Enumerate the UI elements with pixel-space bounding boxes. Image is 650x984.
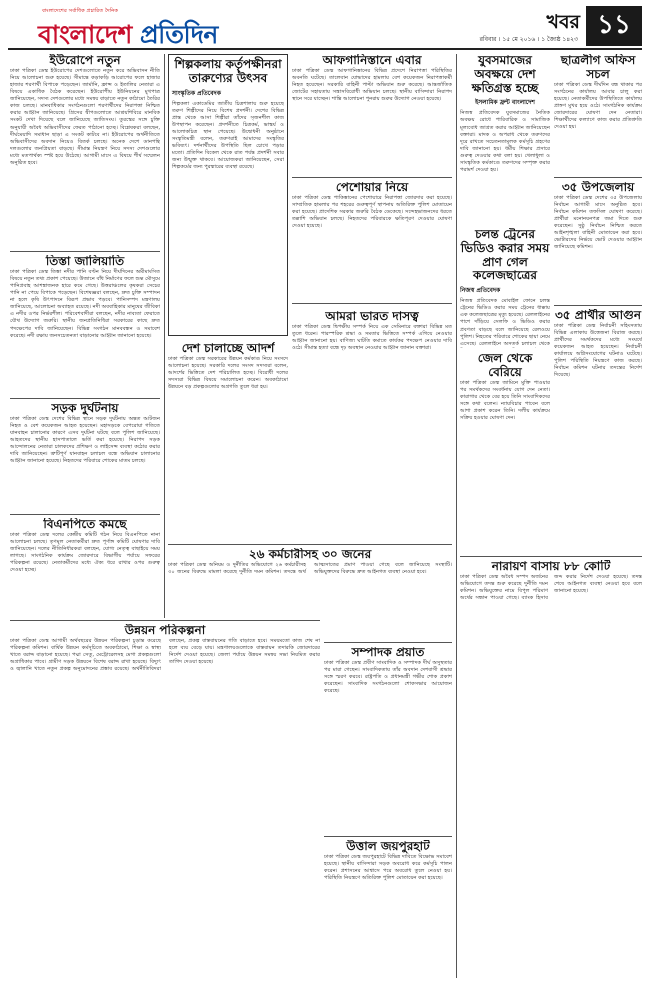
article-road-accident[interactable] xyxy=(10,402,160,512)
article-body: ঢাকা পত্রিকা ডেস্ক আফগানিস্তানের বিভিন্ন প্রদেশে নিরাপত্তা পরিস্থিতির অবনতি ঘটেছে। তালেবান যোদ্ধাদের হামলায় বেশ কয়েকজন নিরাপত্তাকর্মী নিহত হয়েছেন। সরকারি বাহিনী পাল্টা অভিযান শুরু করেছে। আন্তর্জাতিক জোটের সহায়তায় সন্ত্রাসবিরোধী অভিযান চলছে। স্থানীয় বাসিন্দারা নিরাপদ স্থানে সরে যাচ্ছেন। শান্তি আলোচনা পুনরায় শুরুর উদ্যোগ নেওয়া হয়েছে। xyxy=(292,67,452,103)
article-body: ঢাকা পত্রিকা ডেস্ক তিস্তা নদীর পানি বণ্টন নিয়ে দীর্ঘদিনের অমীমাংসিত বিষয়ে নতুন তথ্য প্রকাশ পেয়েছে। উজানে বাঁধ নির্মাণের ফলে শুষ্ক মৌসুমে পানিপ্রবাহ আশঙ্কাজনক হারে কমে গেছে। উত্তরাঞ্চলের কৃষকরা সেচের পানি না পেয়ে বিপাকে পড়েছেন। বিশেষজ্ঞরা বলছেন, দ্রুত চুক্তি সম্পাদন না হলে কৃষি উৎপাদনে বিরূপ প্রভাব পড়বে। পানিসম্পদ মন্ত্রণালয় জানিয়েছে, আলোচনা অব্যাহত রয়েছে। নদী অববাহিকার মানুষের জীবিকা এ নদীর ওপর নির্ভরশীল। পরিবেশবাদীরা বলছেন, নদীর নাব্যতা ফেরাতে যৌথ উদ্যোগ জরুরি। স্থানীয় জনপ্রতিনিধিরা সরকারের কাছে দ্রুত পদক্ষেপের দাবি জানিয়েছেন। বিভিন্ন সংগঠন মানববন্ধন ও সমাবেশ করেছে। নদী রক্ষায় জনসচেতনতা বাড়ানোর আহ্বান জানানো হয়েছে। xyxy=(10,268,160,339)
date-line: রবিবার । ১৫ মে ২০১৬ । ১ জ্যৈষ্ঠ ১৪২৩ xyxy=(479,36,578,43)
article-headline: নারায়ণ বাসায় ৮৮ কোটি xyxy=(491,560,611,573)
article-body: নিজস্ব প্রতিবেদক যুবসমাজের নৈতিক অবক্ষয় রোধে পারিবারিক ও সামাজিক মূল্যবোধ জাগ্রত করার আহ্বান জানিয়েছেন বক্তারা। মাদক ও অপরাধ থেকে তরুণদের দূরে রাখতে সচেতনতামূলক কর্মসূচি গ্রহণের দাবি জানানো হয়। ধর্মীয় শিক্ষার প্রসারে গুরুত্ব দেওয়ার কথা বলা হয়। খেলাধুলা ও সাংস্কৃতিক কর্মকাণ্ডে তরুণদের সম্পৃক্ত করার পরামর্শ দেওয়া হয়। xyxy=(460,110,550,174)
article-byline: নিজস্ব প্রতিবেদক xyxy=(460,287,501,295)
article-headline: সম্পাদক প্রয়াত xyxy=(351,646,425,659)
article-shilpakala[interactable] xyxy=(168,54,288,336)
logo-part2: প্রতিদিন xyxy=(131,20,218,49)
article-body: ঢাকা পত্রিকা ডেস্ক নির্বাচনী সহিংসতায় বিভিন্ন এলাকায় উত্তেজনা বিরাজ করছে। প্রার্থীদের সমর্থকদের মধ্যে সংঘর্ষে কয়েকজন আহত হয়েছেন। নির্বাচনী কার্যালয়ে অগ্নিসংযোগের ঘটনাও ঘটেছে। পুলিশ পরিস্থিতি নিয়ন্ত্রণে কাজ করছে। নির্বাচন কমিশন ঘটনার তদন্তের নির্দেশ দিয়েছে। xyxy=(554,322,642,379)
article-headline: পেশোয়ার নিয়ে xyxy=(335,181,409,194)
article-body: ঢাকা পত্রিকা ডেস্ক পাকিস্তানের পেশোয়ারে নিরাপত্তা জোরদার করা হয়েছে। সাম্প্রতিক হামলার পর শহরের গুরুত্বপূর্ণ স্থাপনায় অতিরিক্ত পুলিশ মোতায়েন করা হয়েছে। প্রাদেশিক সরকার জরুরি বৈঠক ডেকেছে। সন্দেহভাজনদের ধরতে তল্লাশি অভিযান চলছে। নিহতদের পরিবারকে ক্ষতিপূরণ দেওয়ার ঘোষণা দেওয়া হয়েছে। xyxy=(292,194,452,230)
article-peshawar[interactable] xyxy=(292,181,452,299)
column-divider xyxy=(164,54,165,618)
article-headline: শিল্পকলায় কর্তৃপক্ষীনরা তারুণ্যের উৎসব xyxy=(174,57,282,85)
article-headline: ৩৫ উপজেলায় xyxy=(561,181,635,194)
logo-part1: বাংলাদেশ xyxy=(38,20,132,49)
divider xyxy=(10,251,160,252)
article-headline: ২৬ কর্মচারীসহ ৩০ জনের xyxy=(248,548,372,561)
article-body: ঢাকা পত্রিকা ডেস্ক জামিনে মুক্তি পাওয়ার পর সমর্থকদের সংবর্ধনায় যোগ দেন নেতা। কারাগার থেকে বের হয়ে তিনি সাংবাদিকদের সঙ্গে কথা বলেন। ন্যায়বিচার পাবেন বলে আশা প্রকাশ করেন তিনি। দলীয় কার্যক্রমে সক্রিয় হওয়ার ঘোষণা দেন। xyxy=(460,379,550,422)
article-body: ঢাকা পত্রিকা ডেস্ক দ্বিপক্ষীয় সম্পর্ক নিয়ে এক সেমিনারে বক্তারা বিভিন্ন মত তুলে ধরেন। পারস্পরিক শ্রদ্ধা ও সমতার ভিত্তিতে সম্পর্ক এগিয়ে নেওয়ার আহ্বান জানানো হয়। বাণিজ্য ঘাটতি কমাতে কার্যকর পদক্ষেপ নেওয়ার দাবি ওঠে। সীমান্ত হত্যা বন্ধে দৃঢ় অবস্থান নেওয়ার আহ্বান জানান বক্তারা। xyxy=(292,323,452,352)
article-body: ঢাকা পত্রিকা ডেস্ক অনিয়ম ও দুর্নীতির অভিযোগে ২৬ কর্মচারীসহ ৩০ জনের বিরুদ্ধে মামলা করেছে দুর্নীতি দমন কমিশন। তদন্তে অর্থ আত্মসাতের প্রমাণ পাওয়া গেছে বলে জানিয়েছে সংস্থাটি। অভিযুক্তদের বিরুদ্ধে দ্রুত আইনগত ব্যবস্থা নেওয়া হবে। xyxy=(168,561,452,575)
article-body: ঢাকা পত্রিকা ডেস্ক দলের কেন্দ্রীয় কমিটি গঠন নিয়ে বিএনপিতে নানা আলোচনা চলছে। তৃণমূল নেতাকর্মীরা দ্রুত পূর্ণাঙ্গ কমিটি ঘোষণার দাবি জানিয়েছেন। দলের নীতিনির্ধারকরা বলছেন, যোগ্য নেতৃত্ব বাছাইয়ে সময় লাগছে। সাংগঠনিক কার্যক্রম জোরদারে বিভাগীয় পর্যায়ে সফরের পরিকল্পনা রয়েছে। নেতাকর্মীদের মধ্যে ঐক্য ধরে রাখার ওপর গুরুত্ব দেওয়া হচ্ছে। xyxy=(10,531,160,574)
divider xyxy=(554,177,642,178)
article-headline: ৩৫ প্রার্থীর আগুন xyxy=(555,309,641,322)
divider xyxy=(10,398,160,399)
article-headline: সড়ক দুর্ঘটনায় xyxy=(51,402,119,415)
divider xyxy=(292,177,452,178)
article-bnp[interactable] xyxy=(10,518,160,618)
divider xyxy=(10,514,160,515)
article-narayan-88-crore[interactable] xyxy=(460,560,642,978)
article-afghanistan[interactable] xyxy=(292,54,452,174)
article-body: ঢাকা পত্রিকা ডেস্ক প্রবীণ সাংবাদিক ও সম্পাদক দীর্ঘ অসুস্থতার পর মারা গেছেন। সাংবাদিকতায় তাঁর অবদান দেশবাসী শ্রদ্ধার সঙ্গে স্মরণ করবে। রাষ্ট্রপতি ও প্রধানমন্ত্রী গভীর শোক প্রকাশ করেছেন। সাংবাদিক সংগঠনগুলো শোকসভার আয়োজন করেছে। xyxy=(324,659,452,695)
article-headline: ইউরোপে নতুন xyxy=(49,54,121,67)
article-jail-release[interactable] xyxy=(460,352,550,552)
article-headline: চলন্ত ট্রেনের ভিডিও করার সময় প্রাণ গেল কলেজছাত্রের xyxy=(460,228,550,283)
column-divider xyxy=(456,54,457,978)
article-editor-deceased[interactable] xyxy=(324,646,452,832)
article-india-dasatya[interactable] xyxy=(292,310,452,540)
article-youth[interactable] xyxy=(460,54,550,224)
section-heading: খবর xyxy=(546,11,580,33)
article-26-employees[interactable] xyxy=(168,548,452,638)
article-europe[interactable] xyxy=(10,54,160,249)
article-headline: যুবসমাজের অবক্ষয়ে দেশ ক্ষতিগ্রস্ত হচ্ছে xyxy=(471,54,539,95)
divider xyxy=(168,544,452,545)
page-number: ১১ xyxy=(586,6,642,46)
article-body: ঢাকা পত্রিকা ডেস্ক জয়পুরহাটে বিভিন্ন দাবিতে বিক্ষোভ সমাবেশ হয়েছে। স্থানীয় বাসিন্দারা সড়ক অবরোধ করে কর্মসূচি পালন করেন। প্রশাসনের আশ্বাসে পরে অবরোধ তুলে নেওয়া হয়। পরিস্থিতি নিয়ন্ত্রণে অতিরিক্ত পুলিশ মোতায়েন করা হয়েছে। xyxy=(324,853,452,882)
article-body: ঢাকা পত্রিকা ডেস্ক অবৈধ সম্পদ অর্জনের অভিযোগে তদন্ত শুরু করেছে দুর্নীতি দমন কমিশন। অভিযুক্তের নামে বিপুল পরিমাণ অর্থের সন্ধান পাওয়া গেছে। ব্যাংক হিসাব জব্দ করার নির্দেশ দেওয়া হয়েছে। তদন্ত শেষে আইনগত ব্যবস্থা নেওয়া হবে বলে জানানো হয়েছে। xyxy=(460,573,642,602)
article-body: ঢাকা পত্রিকা ডেস্ক ইউরোপের দেশগুলোতে নতুন করে অভিবাসন নীতি নিয়ে আলোচনা শুরু হয়েছে। সীমান্তে কড়াকড়ি আরোপের ফলে হাজার হাজার শরণার্থী বিপাকে পড়েছেন। জার্মানি, ফ্রান্স ও ইতালির নেতারা এ বিষয়ে একাধিক বৈঠক করেছেন। ইউরোপীয় ইউনিয়নের মুখপাত্র জানিয়েছেন, সদস্য দেশগুলোর মধ্যে সমন্বয় বাড়াতে নতুন কাঠামো তৈরির কাজ চলছে। মানবাধিকার সংগঠনগুলো শরণার্থীদের নিরাপত্তা নিশ্চিত করার আহ্বান জানিয়েছে। গ্রিসের দ্বীপগুলোতে আশ্রয়শিবিরে মানবিক সংকট দেখা দিয়েছে বলে জানিয়েছে জাতিসংঘ। তুরস্কের সঙ্গে চুক্তি অনুযায়ী অবৈধ অভিবাসীদের ফেরত পাঠানো হচ্ছে। বিশ্লেষকরা বলছেন, দীর্ঘমেয়াদি সমাধান ছাড়া এ সংকট কাটবে না। ইউরোপের অর্থনীতিতে অভিবাসীদের অবদান নিয়েও বিতর্ক চলছে। অনেক দেশে ডানপন্থি দলগুলোর জনপ্রিয়তা বাড়ছে। সীমান্ত নিয়ন্ত্রণ নিয়ে সদস্য দেশগুলোর মধ্যে মতপার্থক্য স্পষ্ট হয়ে উঠেছে। আগামী মাসে এ বিষয়ে শীর্ষ সম্মেলন অনুষ্ঠিত হবে। xyxy=(10,67,160,167)
masthead xyxy=(8,6,642,50)
article-headline: ছাত্রলীগ অফিস সচল xyxy=(560,54,636,81)
logo-wordmark xyxy=(38,15,218,58)
article-development-plan[interactable] xyxy=(10,624,320,978)
article-desh-chalache[interactable] xyxy=(168,342,288,562)
article-body: ঢাকা পত্রিকা ডেস্ক দেশের ৩৫ উপজেলায় নির্বাচন আগামী মাসে অনুষ্ঠিত হবে। নির্বাচন কমিশন তফসিল ঘোষণা করেছে। প্রার্থীরা মনোনয়নপত্র জমা দিতে শুরু করেছেন। সুষ্ঠু নির্বাচন নিশ্চিত করতে আইনশৃঙ্খলা বাহিনী মোতায়েন করা হবে। ভোটারদের নির্ভয়ে ভোট দেওয়ার আহ্বান জানিয়েছে কমিশন। xyxy=(554,194,642,251)
divider xyxy=(292,303,452,304)
article-35-upazila[interactable] xyxy=(554,181,642,301)
article-body: ঢাকা পত্রিকা ডেস্ক আগামী অর্থবছরের উন্নয়ন পরিকল্পনা চূড়ান্ত করেছে পরিকল্পনা কমিশন। বার্ষিক উন্নয়ন কর্মসূচিতে অবকাঠামো, শিক্ষা ও স্বাস্থ্য খাতে বরাদ্দ বাড়ানো হয়েছে। পদ্মা সেতু, মেট্রোরেলসহ মেগা প্রকল্পগুলো অগ্রাধিকার পাবে। গ্রামীণ সড়ক উন্নয়নে বিশেষ বরাদ্দ রাখা হয়েছে। বিদ্যুৎ ও জ্বালানি খাতে নতুন প্রকল্প অনুমোদনের প্রস্তাব রয়েছে। অর্থনীতিবিদরা বলছেন, প্রকল্প বাস্তবায়নের গতি বাড়াতে হবে। সময়মতো কাজ শেষ না হলে ব্যয় বেড়ে যায়। মন্ত্রণালয়গুলোকে বাস্তবায়ন তদারকি জোরদারের নির্দেশ দেওয়া হয়েছে। জেলা পর্যায়ে উন্নয়ন সমন্বয় সভা নিয়মিত করার তাগিদ দেওয়া হয়েছে। xyxy=(10,637,320,673)
article-headline: বিএনপিতে কমছে xyxy=(43,518,127,531)
article-headline: জেল থেকে বেরিয়ে xyxy=(477,352,533,379)
article-body: ঢাকা পত্রিকা ডেস্ক দেশের বিভিন্ন স্থানে সড়ক দুর্ঘটনায় অন্তত আটজন নিহত ও বেশ কয়েকজন আহত হয়েছেন। মহাসড়কে বেপরোয়া গতিতে যানবাহন চালানোর কারণে এসব দুর্ঘটনা ঘটছে বলে পুলিশ জানিয়েছে। আহতদের স্থানীয় হাসপাতালে ভর্তি করা হয়েছে। নিরাপদ সড়ক আন্দোলনের নেতারা চালকদের প্রশিক্ষণ ও লাইসেন্স ব্যবস্থা কঠোর করার দাবি জানিয়েছেন। ত্রুটিপূর্ণ যানবাহন চলাচল বন্ধে অভিযান চালানোর আহ্বান জানানো হয়েছে। নিহতদের পরিবারে শোকের মাতম চলছে। xyxy=(10,415,160,465)
article-byline: সাংস্কৃতিক প্রতিবেদক xyxy=(172,89,221,97)
divider xyxy=(554,305,642,306)
article-headline: আফগানিস্তানে এবার xyxy=(322,54,422,67)
article-body: শিল্পকলা একাডেমির জাতীয় চিত্রশালায় শুরু হয়েছে তরুণ শিল্পীদের নিয়ে বিশেষ প্রদর্শনী। দেশের বিভিন্ন প্রান্ত থেকে আসা শিল্পীরা তাঁদের সৃজনশীল কাজ উপস্থাপন করেছেন। প্রদর্শনীতে চিত্রকর্ম, ভাস্কর্য ও আলোকচিত্র স্থান পেয়েছে। উদ্বোধনী অনুষ্ঠানে সংস্কৃতিমন্ত্রী বলেন, তরুণরাই আমাদের সংস্কৃতির ভবিষ্যৎ। দর্শনার্থীদের উপস্থিতি ছিল চোখে পড়ার মতো। প্রতিদিন বিকেল থেকে রাত পর্যন্ত প্রদর্শনী সবার জন্য উন্মুক্ত থাকবে। আয়োজকরা জানিয়েছেন, সেরা শিল্পকর্মের জন্য পুরস্কারের ব্যবস্থা রয়েছে। xyxy=(172,100,284,171)
article-headline: উত্তাল জয়পুরহাট xyxy=(346,840,430,853)
article-headline: উন্নয়ন পরিকল্পনা xyxy=(124,624,206,637)
article-joypurhat[interactable] xyxy=(324,840,452,978)
article-body: ঢাকা পত্রিকা ডেস্ক দীর্ঘদিন বন্ধ থাকার পর সংগঠনের কার্যালয় আবার চালু করা হয়েছে। নেতাকর্মীদের উপস্থিতিতে কার্যালয় প্রাঙ্গণ মুখর হয়ে ওঠে। সাংগঠনিক কার্যক্রম জোরদারের ঘোষণা দেন নেতারা। শিক্ষার্থীদের কল্যাণে কাজ করার প্রতিশ্রুতি দেওয়া হয়। xyxy=(554,81,642,131)
divider xyxy=(324,836,452,837)
newspaper-logo[interactable] xyxy=(12,6,262,49)
article-headline: তিস্তা জালিয়াতি xyxy=(45,255,125,268)
logo-tagline: বাংলাদেশের সর্বাধিক প্রচারিত দৈনিক xyxy=(42,8,119,14)
divider xyxy=(324,642,452,643)
article-headline: দেশ চালাচ্ছে আদর্শ xyxy=(181,342,275,355)
divider xyxy=(460,556,642,557)
article-train-video[interactable] xyxy=(460,228,550,348)
article-byline: ইসলামিক ফ্রন্ট বাংলাদেশ xyxy=(475,99,535,107)
article-body: ঢাকা পত্রিকা ডেস্ক সরকারের উন্নয়ন কর্মকাণ্ড নিয়ে সংসদে আলোচনা হয়েছে। সরকারি দলের সংসদ সদস্যরা বলেন, আদর্শের ভিত্তিতে দেশ পরিচালিত হচ্ছে। বিরোধী দলের সদস্যরা বিভিন্ন বিষয়ে সমালোচনা করেন। অবকাঠামো উন্নয়নে বড় প্রকল্পগুলোর অগ্রগতি তুলে ধরা হয়। xyxy=(168,355,288,391)
article-35-candidates[interactable] xyxy=(554,309,642,552)
article-chhatraleague[interactable] xyxy=(554,54,642,174)
article-body: নিজস্ব প্রতিবেদক মোবাইল ফোনে চলন্ত ট্রেনের ভিডিও করার সময় ট্রেনের ধাক্কায় এক কলেজছাত্রের মৃত্যু হয়েছে। রেললাইনের পাশে দাঁড়িয়ে সেলফি ও ভিডিও করার প্রবণতা বাড়ছে বলে জানিয়েছে রেলওয়ে পুলিশ। নিহতের পরিবারে শোকের ছায়া নেমে এসেছে। রেললাইনে অসতর্ক চলাচল থেকে xyxy=(460,298,550,347)
article-teesta[interactable] xyxy=(10,255,160,395)
article-headline: আমরা ভারত দাসত্ব xyxy=(325,310,419,323)
